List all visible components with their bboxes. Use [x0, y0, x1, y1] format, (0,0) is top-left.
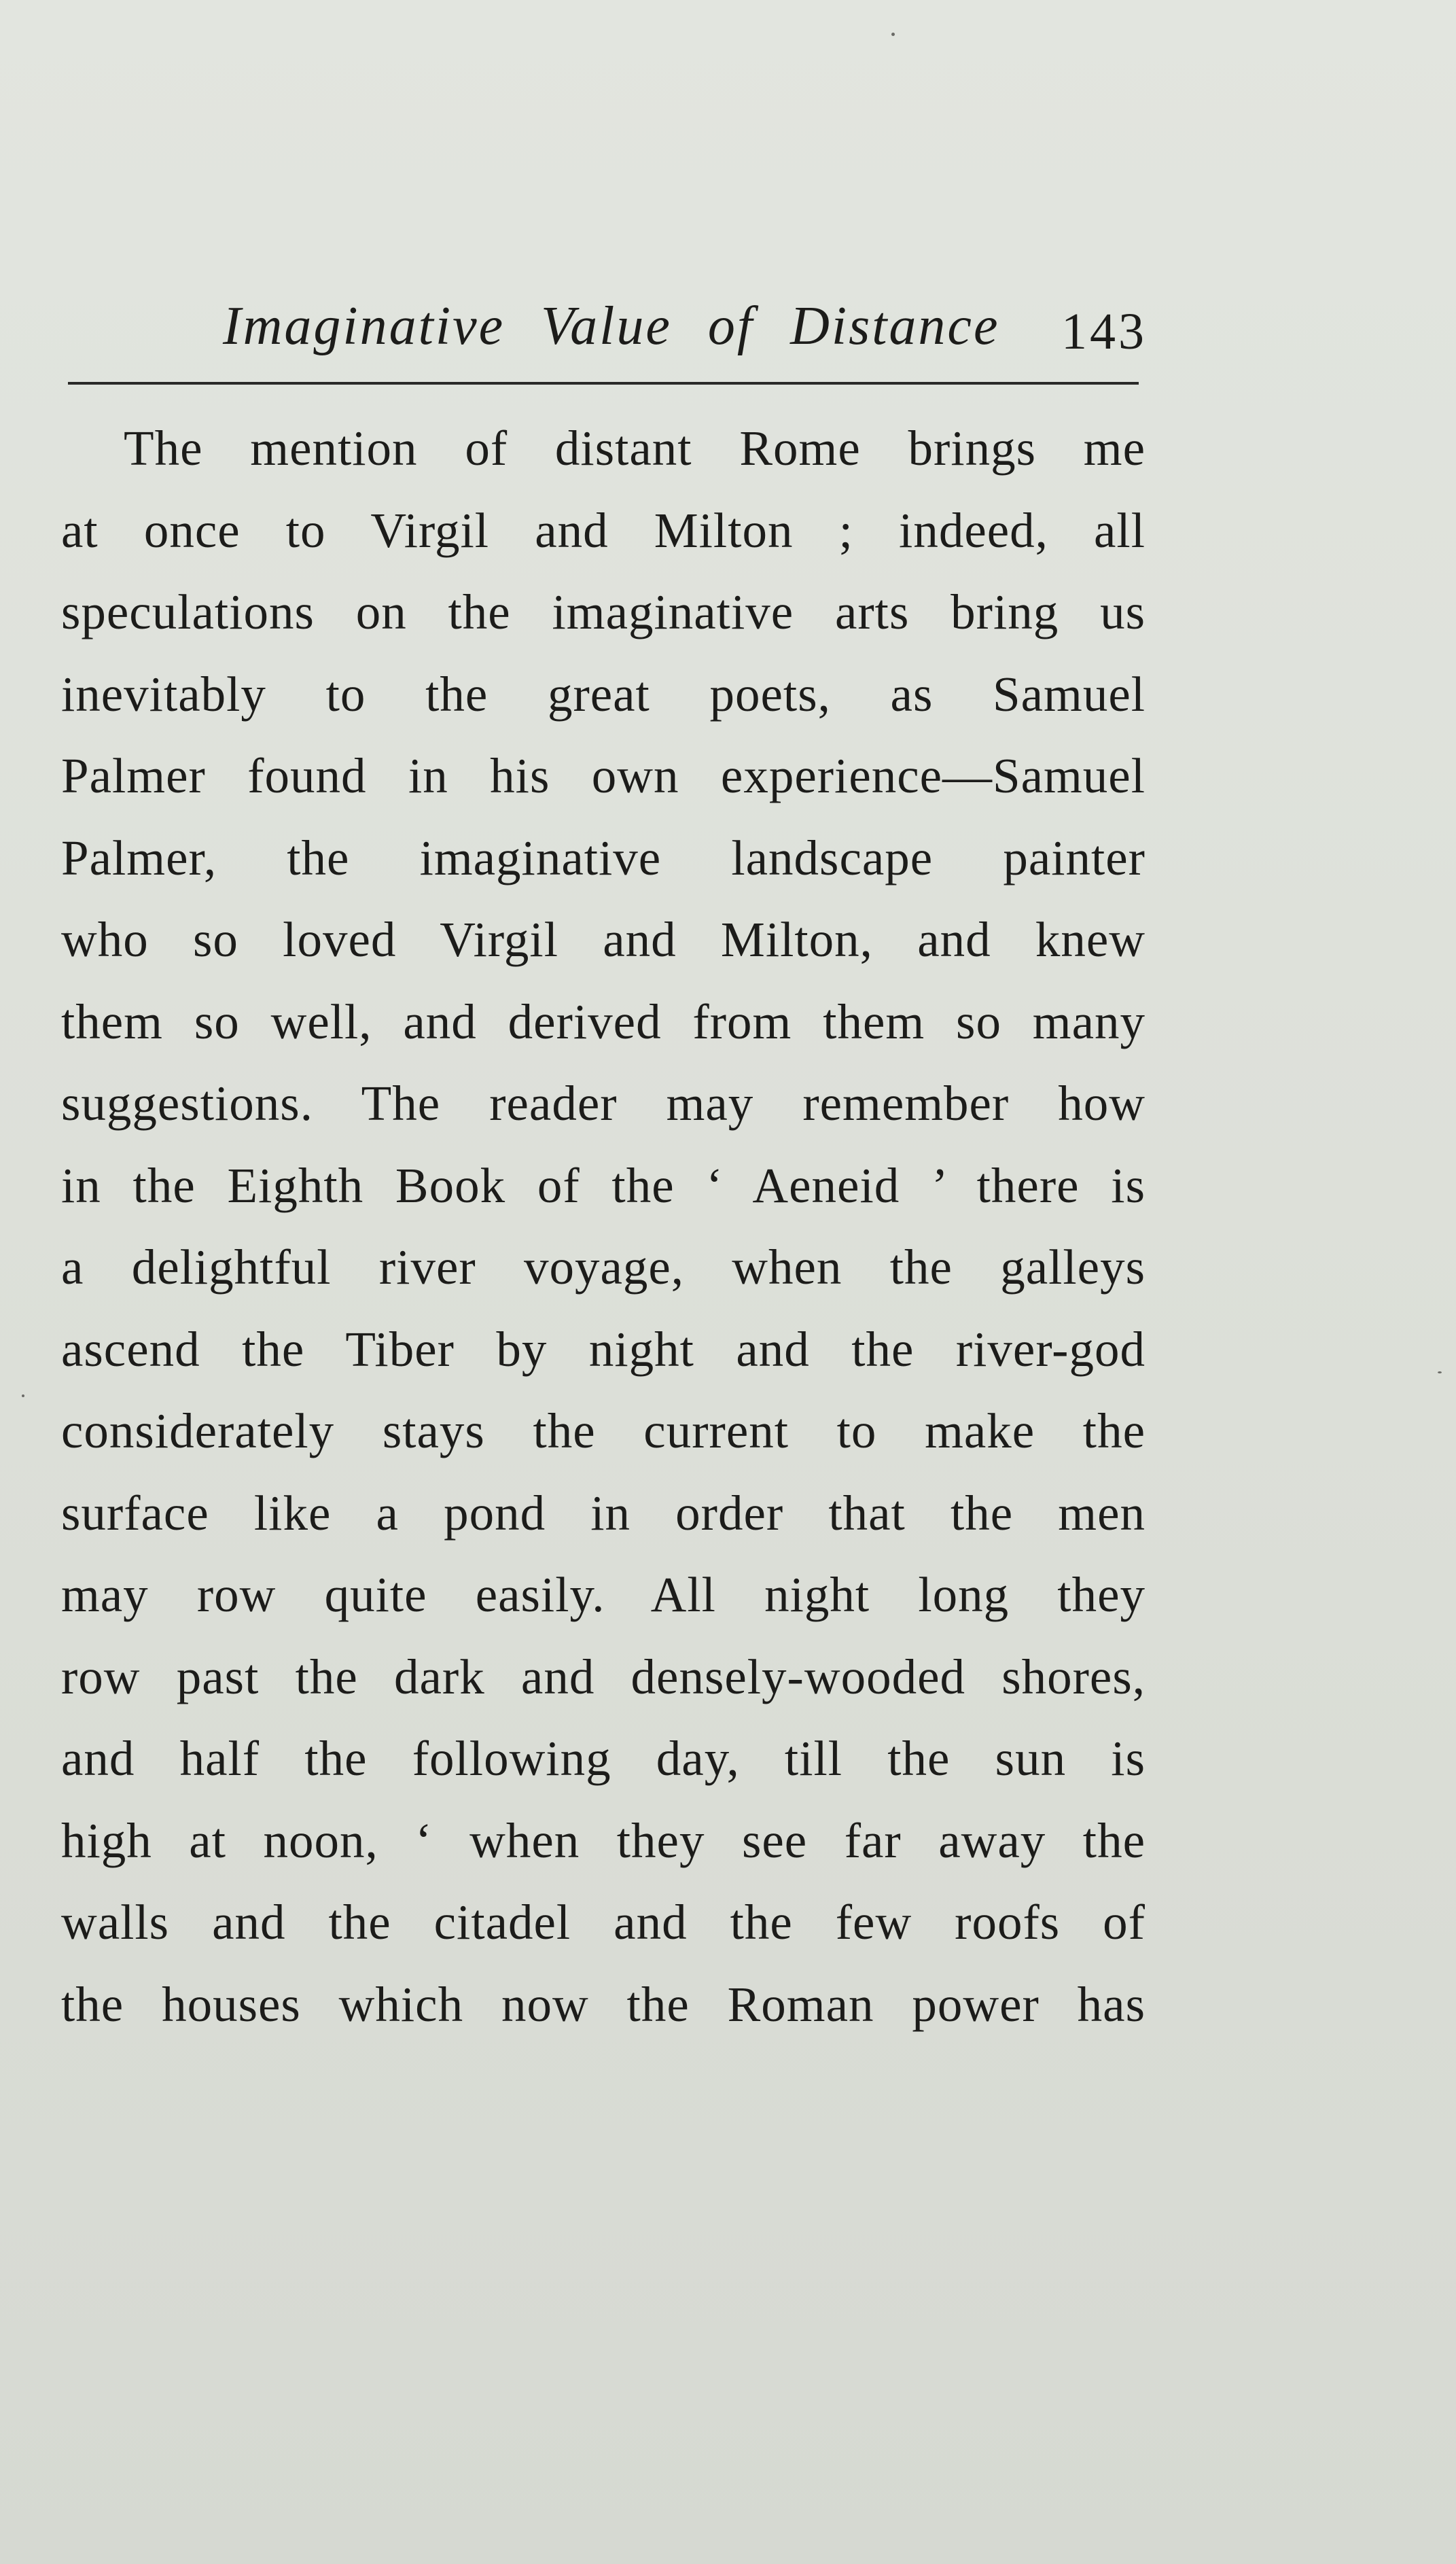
paper-speck	[1438, 1371, 1442, 1373]
page-number: 143	[1061, 303, 1147, 360]
text-line: The mention of distant Rome brings me	[124, 421, 1146, 476]
text-line: Palmer found in his own experience—Samuel	[61, 748, 1146, 803]
text-line: may row quite easily. All night long they	[61, 1567, 1146, 1622]
text-line: in the Eighth Book of the ‘ Aeneid ’ there is	[61, 1157, 1146, 1213]
paper-speck	[891, 33, 895, 36]
text-line: walls and the citadel and the few roofs of	[61, 1895, 1146, 1950]
text-line: a delightful river voyage, when the galleys	[61, 1240, 1146, 1295]
running-title: Imaginative Value of Distance	[223, 296, 1000, 356]
text-line: inevitably to the great poets, as Samuel	[61, 666, 1146, 722]
text-line: who so loved Virgil and Milton, and knew	[61, 912, 1146, 967]
text-line: surface like a pond in order that the men	[61, 1485, 1146, 1541]
text-line: them so well, and derived from them so many	[61, 994, 1146, 1049]
header-rule	[68, 382, 1139, 385]
text-line: ascend the Tiber by night and the river-god	[61, 1321, 1146, 1377]
text-line: high at noon, ‘ when they see far away the	[61, 1812, 1146, 1868]
text-line: and half the following day, till the sun is	[61, 1731, 1146, 1786]
text-line: row past the dark and densely-wooded shores,	[61, 1649, 1146, 1704]
text-line: speculations on the imaginative arts bring us	[61, 584, 1146, 639]
text-line: suggestions. The reader may remember how	[61, 1076, 1146, 1131]
text-line: at once to Virgil and Milton ; indeed, all	[61, 502, 1146, 558]
body-paragraph	[61, 408, 1146, 2045]
running-head	[68, 291, 1148, 366]
paper-speck	[22, 1394, 24, 1397]
text-line: considerately stays the current to make the	[61, 1403, 1146, 1458]
text-line: the houses which now the Roman power has	[61, 1976, 1146, 2032]
text-line: Palmer, the imaginative landscape painter	[61, 830, 1146, 885]
